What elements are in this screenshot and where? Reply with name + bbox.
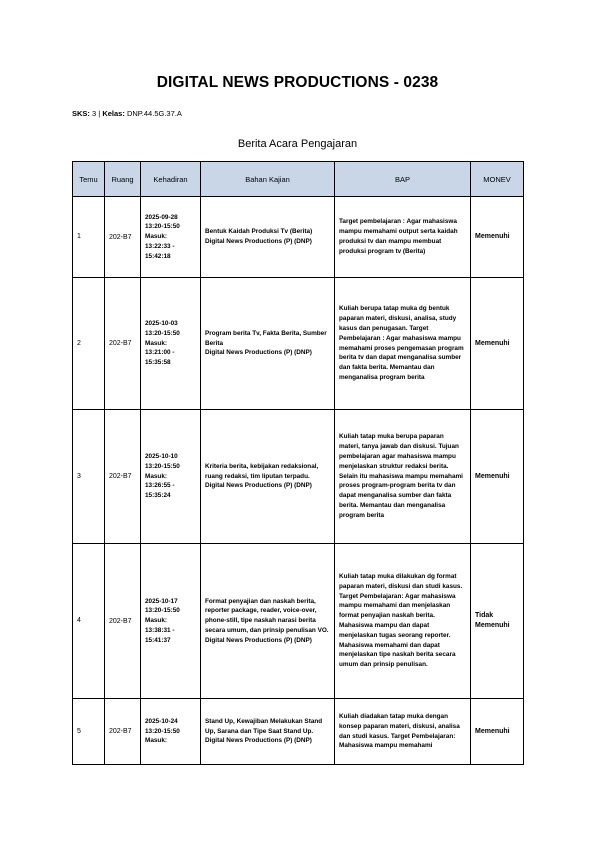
header-temu: Temu xyxy=(73,162,105,197)
cell-temu: 3 xyxy=(73,410,105,544)
cell-bahan-kajian: Bentuk Kaidah Produksi Tv (Berita) Digital News Productions (P) (DNP) xyxy=(201,197,335,278)
cell-bap: Kuliah diadakan tatap muka dengan konsep paparan materi, diskusi, analisa dan studi kasus. Target Pembelajaran: Mahasiswa mampu memahami xyxy=(335,699,471,765)
sks-label: SKS: xyxy=(72,109,90,118)
cell-bap: Kuliah tatap muka berupa paparan materi, tanya jawab dan diskusi. Tujuan pembelajaran agar mahasiswa mampu menjelaskan struktur redaksi berita. Selain itu mahasiswa mampu memahami proses program-program berita tv dan dapat menganalisa sumber dan fakta berita. Memantau dan menganalisa program berita xyxy=(335,410,471,544)
kelas-value: DNP.44.5G.37.A xyxy=(126,109,182,118)
table-header-row xyxy=(73,162,524,197)
cell-bap: Kuliah tatap muka dilakukan dg format paparan materi, diskusi dan studi kasus. Target Pembelajaran: Agar mahasiswa mampu memahami dan menjelaskan format penyajian naskah berita. Mahasiswa mampu dan dapat menjelaskan tugas seorang reporter. Mahasiswa memahami dan dapat menjelaskan tipe naskah berita secara umum dan prinsip penulisan. xyxy=(335,544,471,699)
header-kehadiran: Kehadiran xyxy=(141,162,201,197)
table-row xyxy=(73,544,524,699)
cell-temu: 1 xyxy=(73,197,105,278)
cell-monev: Memenuhi xyxy=(471,278,524,410)
header-ruang: Ruang xyxy=(105,162,141,197)
cell-temu: 2 xyxy=(73,278,105,410)
course-meta xyxy=(72,109,182,118)
cell-ruang: 202-B7 xyxy=(105,410,141,544)
cell-kehadiran: 2025-10-10 13:20-15:50 Masuk: 13:26:55 - 15:35:24 xyxy=(141,410,201,544)
cell-monev: Memenuhi xyxy=(471,410,524,544)
cell-bahan-kajian: Kriteria berita, kebijakan redaksional, ruang redaksi, tim liputan terpadu. Digital News Productions (P) (DNP) xyxy=(201,410,335,544)
cell-ruang: 202-B7 xyxy=(105,699,141,765)
cell-monev: Tidak Memenuhi xyxy=(471,544,524,699)
section-title: Berita Acara Pengajaran xyxy=(237,138,358,150)
teaching-record-table xyxy=(72,161,524,765)
header-bahan-kajian: Bahan Kajian xyxy=(201,162,335,197)
header-monev: MONEV xyxy=(471,162,524,197)
cell-ruang: 202-B7 xyxy=(105,278,141,410)
table-row xyxy=(73,699,524,765)
header-bap: BAP xyxy=(335,162,471,197)
cell-bap: Target pembelajaran : Agar mahasiswa mampu memahami output serta kaidah produksi tv dan mampu membuat produksi program tv (Berita) xyxy=(335,197,471,278)
kelas-label: Kelas: xyxy=(102,109,125,118)
meta-separator: | xyxy=(98,109,101,118)
cell-kehadiran: 2025-10-03 13:20-15:50 Masuk: 13:21:00 - 15:35:58 xyxy=(141,278,201,410)
cell-kehadiran: 2025-10-24 13:20-15:50 Masuk: xyxy=(141,699,201,765)
cell-bap: Kuliah berupa tatap muka dg bentuk paparan materi, diskusi, analisa, study kasus dan penugasan. Target Pembelajaran : Agar mahasiswa mampu memahami proses pengemasan program berita tv dan dapat menganalisa sumber dan fakta berita. Memantau dan menganalisa program berita xyxy=(335,278,471,410)
table-row xyxy=(73,197,524,278)
cell-kehadiran: 2025-09-28 13:20-15:50 Masuk: 13:22:33 - 15:42:18 xyxy=(141,197,201,278)
cell-monev: Memenuhi xyxy=(471,699,524,765)
table-row xyxy=(73,410,524,544)
cell-temu: 5 xyxy=(73,699,105,765)
cell-ruang: 202-B7 xyxy=(105,544,141,699)
cell-kehadiran: 2025-10-17 13:20-15:50 Masuk: 13:38:31 - 15:41:37 xyxy=(141,544,201,699)
cell-bahan-kajian: Program berita Tv, Fakta Berita, Sumber Berita Digital News Productions (P) (DNP) xyxy=(201,278,335,410)
document-title: DIGITAL NEWS PRODUCTIONS - 0238 xyxy=(156,74,439,91)
cell-temu: 4 xyxy=(73,544,105,699)
sks-value: 3 xyxy=(92,109,97,118)
cell-ruang: 202-B7 xyxy=(105,197,141,278)
cell-monev: Memenuhi xyxy=(471,197,524,278)
cell-bahan-kajian: Format penyajian dan naskah berita, reporter package, reader, voice-over, phone-still, tipe naskah narasi berita secara umum, dan prinsip penulisan VO. Digital News Productions (P) (DNP) xyxy=(201,544,335,699)
cell-bahan-kajian: Stand Up, Kewajiban Melakukan Stand Up, Sarana dan Tipe Saat Stand Up. Digital News Productions (P) (DNP) xyxy=(201,699,335,765)
table-row xyxy=(73,278,524,410)
